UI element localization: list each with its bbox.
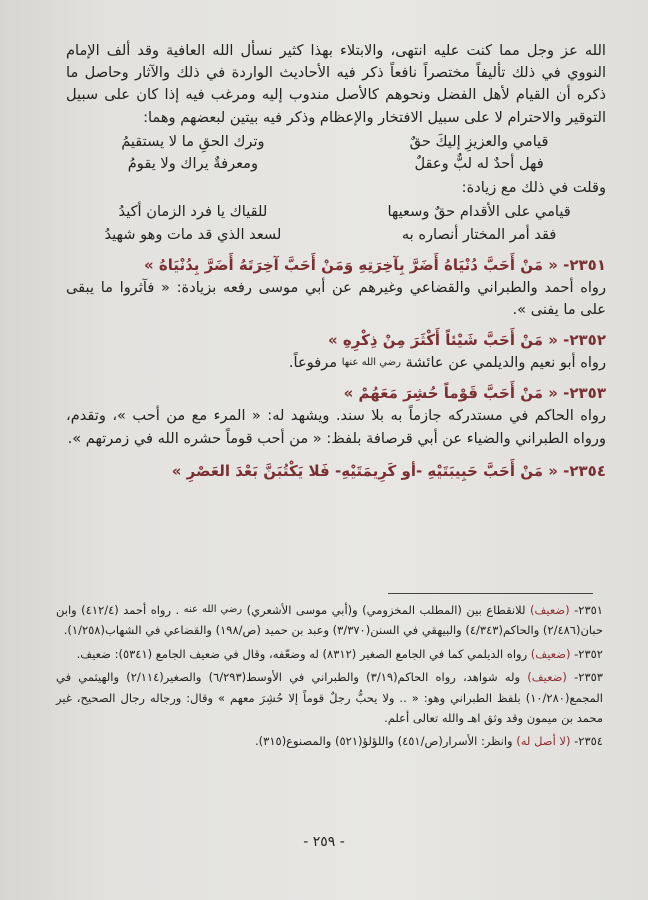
poem-2-line-1-first-hemistich: قيامي على الأقدام حقٌ وسعيها: [387, 203, 571, 221]
poem-gap: [320, 201, 352, 223]
hadith-2351-comment: رواه أحمد والطبراني والقضاعي وغيرهم عن أبي موسى رفعه بزيادة: « فآثروا ما يبقى على ما يفنى ».: [66, 278, 606, 319]
intro-paragraph: الله عز وجل مما كنت عليه انتهى، والابتلاء بهذا كثير نسأل الله العافية وقد ألف الإمام النووي في ذلك تأليفاً مختصراً نافعاً ذكر فيه الأحاديث الواردة في ذلك والآثار وحاصل ما ذكره أن القيام لأهل الفضل ونحوهم كالأصل مندوب إليه ومرغب فيه إذا كان على سبيل التوقير والاحترام لا على سبيل الافتخار والإعظام وذكر فيه بيتين لبعضهم وهما:: [66, 42, 606, 126]
poem-gap: [320, 224, 352, 246]
poem-1-line-1-second-hemistich: وترك الحقِ ما لا يستقيمُ: [121, 132, 265, 150]
footnote-2353: [56, 667, 603, 728]
footnote-text: . رواه أحمد (٤١٢/٤) وابن حبان(٢/٤٨٦) والحاكم(٤/٣٤٣) والبيهقي في السنن(٣/٣٧٠) وعبد بن حميد (ص/١٩٨) والقضاعي في الشهاب(١/٢٥٨).: [56, 603, 603, 638]
hadith-2353: [66, 382, 606, 405]
poem-gap: [320, 153, 352, 175]
hadith-text: « مَنْ أَحَبَّ حَبِيبَتَيْهِ -أو كَرِيمَتَيْهِ- فَلا يَكْتُبَنَّ بَعْدَ العَصْرِ »: [171, 461, 558, 480]
poem-1-line-1: [66, 131, 606, 153]
hadith-2352-comment: [66, 352, 606, 374]
poem-2-line-2: [66, 224, 606, 246]
hadith-comment-after: مرفوعاً.: [288, 354, 338, 372]
hadith-text: « مَنْ أَحَبَّ دُنْيَاهُ أَضَرَّ بِآخِرَتِهِ وَمَنْ أَحَبَّ آخِرَتَهُ أَضَرَّ بِدُنْيَاهُ »: [143, 255, 558, 274]
footnote-2351: [56, 600, 603, 641]
poem-2-line-1-second-hemistich: للقياك يا فرد الزمان أكيدُ: [118, 203, 268, 221]
poem-2-line-2-second-hemistich: لسعد الذي قد مات وهو شهيدُ: [104, 225, 282, 243]
footnote-grade: (ضعيف): [527, 670, 567, 685]
hadith-comment-before: رواه أبو نعيم والديلمي عن عائشة: [405, 354, 606, 372]
hadith-2353-comment: رواه الحاكم في مستدركه جازماً به بلا سند. ويشهد له: « المرء مع من أحب »، وتقدم، ورواه الطبراني والضياء عن أبي قرصافة بلفظ: « من أحب قوماً حشره الله في زمرتهم ».: [66, 407, 606, 447]
footnote-divider: [388, 593, 593, 594]
hadith-2352: [66, 329, 606, 352]
footnote-grade: (لا أصل له): [516, 734, 571, 749]
footnotes: [56, 600, 603, 850]
poem-gap: [320, 131, 352, 153]
poem-2: [66, 201, 606, 245]
footnote-text: وانظر: الأسرار(ص/٤٥١) واللؤلؤ(٥٢١) والمصنوع(٣١٥).: [255, 734, 513, 749]
footnote-grade: (ضعيف): [529, 603, 570, 617]
hadith-text: « مَنْ أَحَبَّ قَوْماً حُشِرَ مَعَهُمْ »: [343, 384, 558, 403]
footnote-text: للانقطاع بين (المطلب المخزومي) و(أبي موسى الأشعري): [246, 603, 526, 617]
footnote-2352: [56, 644, 603, 664]
hadith-2351: [66, 254, 606, 277]
hadith-number: ٢٣٥٤-: [563, 461, 606, 480]
poem-1-line-2-first-hemistich: فهل أحدٌ له لبٌّ وعقلٌ: [414, 155, 544, 173]
poem-2-line-1: [66, 201, 606, 223]
footnote-2354: [56, 731, 603, 751]
footnote-grade: (ضعيف): [530, 646, 571, 661]
footnote-number: ٢٣٥٣-: [574, 670, 603, 685]
honorific-text: رضي الله عنه: [183, 604, 243, 615]
poem-1-line-1-first-hemistich: قيامي والعزيزِ إليكَ حقٌ: [409, 132, 549, 150]
main-text: [66, 40, 606, 580]
hadith-2354: [66, 460, 606, 483]
footnote-number: ٢٣٥١-: [574, 603, 603, 617]
poem-2-line-2-first-hemistich: فقد أمر المختار أنصاره به: [401, 225, 557, 243]
footnote-number: ٢٣٥٢-: [574, 646, 603, 661]
poem-1-line-2-second-hemistich: ومعرفةٌ يراك ولا يقومُ: [127, 155, 259, 173]
hadith-number: ٢٣٥٣-: [563, 384, 606, 403]
footnote-text: وله شواهد، رواه الحاكم(٣/١٩) والطبراني في الأوسط(٦/٢٩٣) والصغير(٢/١١٤) والهيثمي في المجمع(١٠/٢٨٠) بلفظ الطبراني وهو: « .. ولا يحبُّ رجلٌ قوماً إلا حُشِرَ معهم » وقال: ورجاله رجال الصحيح، غير محمد بن ميمون وقد وثق اهـ والله تعالى أعلم.: [56, 670, 603, 726]
hadith-number: ٢٣٥٢-: [563, 331, 606, 350]
poem-1-line-2: [66, 153, 606, 175]
poem-1: [66, 131, 606, 175]
honorific-text: رضي الله عنها: [341, 357, 401, 369]
poem-2-intro: وقلت في ذلك مع زيادة:: [461, 179, 606, 197]
footnote-number: ٢٣٥٤-: [574, 734, 603, 749]
page-number: - ٢٥٩ -: [303, 834, 345, 850]
footnote-text: رواه الديلمي كما في الجامع الصغير (٨٣١٢) له وضعّفه، وقال في ضعيف الجامع (٥٣٤١): ضعيف.: [76, 646, 528, 661]
hadith-text: « مَنْ أَحَبَّ شَيْئاً أَكْثَرَ مِنْ ذِكْرِهِ »: [328, 331, 558, 350]
hadith-number: ٢٣٥١-: [563, 255, 606, 274]
